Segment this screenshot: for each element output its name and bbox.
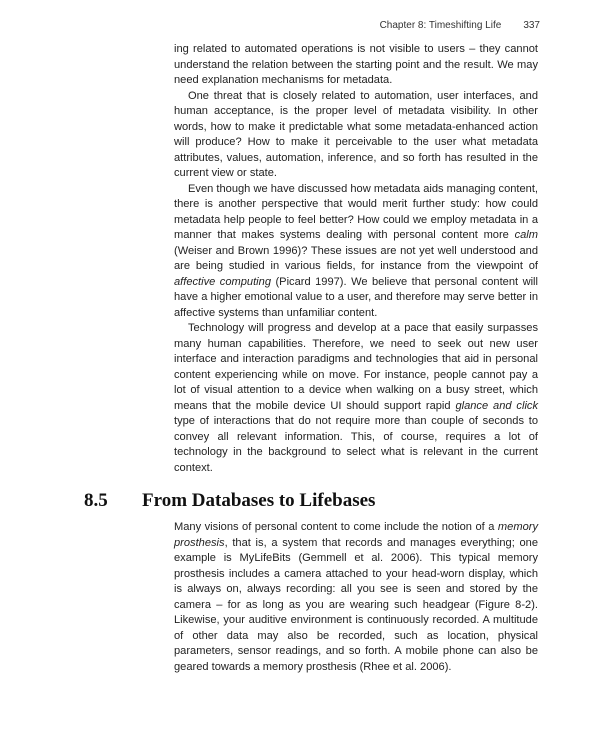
- paragraph-memory-prosthesis: [174, 520, 538, 675]
- text-run: (Weiser and Brown 1996)? These issues are not yet well understood and are being studied in various fields, for instance from the viewpoint of: [174, 244, 538, 272]
- section-number: 8.5: [84, 490, 108, 511]
- text-run: Even though we have discussed how metadata aids managing content, there is another perspective that would merit further study: how could metadata help people to feel better? How could we employ metadata in a manner that makes systems dealing with personal content more: [174, 182, 538, 241]
- paragraph-calm-metadata: [174, 182, 538, 322]
- text-run: Technology will progress and develop at a pace that easily surpasses many human capabilities. Therefore, we need to seek out new user interface and interaction paradigms and technologies that aid in personal content experiencing while on move. For instance, people cannot pay a lot of visual attention to a device when walking on a busy street, which means that the mobile device UI should support rapid: [174, 322, 538, 412]
- text-run: Many visions of personal content to come include the notion of a: [174, 521, 498, 533]
- emphasis-memory-prosthesis: memory prosthesis: [174, 521, 538, 549]
- text-block-continued: [174, 42, 538, 476]
- paragraph-continuation: ing related to automated operations is not visible to users – they cannot understand the relation between the starting point and the result. We may need explanation mechanisms for metadata.: [174, 43, 538, 86]
- text-run: type of interactions that do not require more than couple of seconds to convey all relevant information. This, of course, requires a lot of technology in the background to select what is relevant in the current context.: [174, 415, 538, 474]
- text-block-section: [174, 520, 538, 675]
- section-heading: [84, 490, 375, 512]
- emphasis-glance-and-click: glance and click: [455, 399, 539, 412]
- text-run: , that is, a system that records and manages everything; one example is MyLifeBits (Gemmell et al. 2006). This typical memory prosthesis includes a camera attached to your head-worn display, which is always on, always recording: all you see is seen and stored by the camera – for as long as you are wearing such headgear (Figure 8-2). Likewise, your auditive environment is continuously recorded. A multitude of other data may also be recorded, such as location, physical parameters, sensor readings, and so forth. A mobile phone can also be geared towards a memory prosthesis (Rhee et al. 2006).: [174, 536, 538, 673]
- paragraph-technology-progress: [174, 321, 538, 476]
- emphasis-calm: calm: [514, 229, 538, 241]
- text-run: (Picard 1997). We believe that personal content will have a higher emotional value to a user, and therefore may serve better in affective systems than unfamiliar content.: [174, 275, 538, 319]
- section-title: From Databases to Lifebases: [142, 490, 376, 511]
- paragraph-metadata-visibility: One threat that is closely related to automation, user interfaces, and human acceptance, is the proper level of metadata visibility. In other words, how to make it predictable what some metadata-enhanced action will produce? How to make it perceivable to the user what metadata attributes, values, automation, inference, and so forth has resulted in the current view or state.: [174, 89, 538, 179]
- running-header: [380, 20, 540, 31]
- chapter-title: Chapter 8: Timeshifting Life: [379, 20, 502, 31]
- emphasis-affective-computing: affective computing: [174, 275, 271, 288]
- page-number: 337: [523, 20, 540, 31]
